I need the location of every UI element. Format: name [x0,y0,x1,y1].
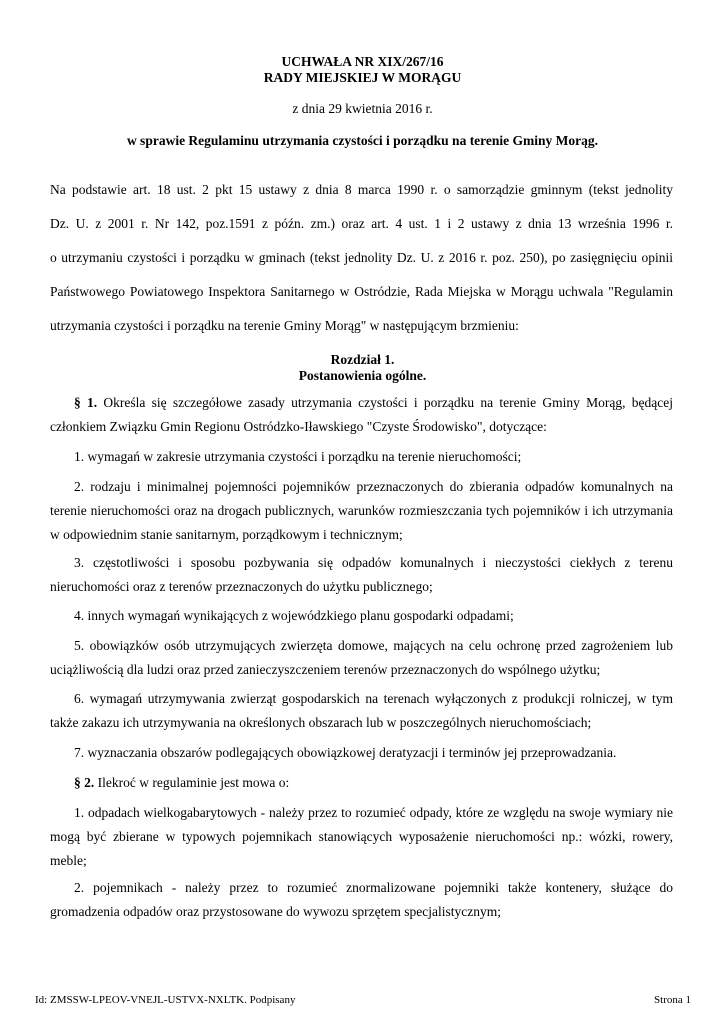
title-line-1: UCHWAŁA NR XIX/267/16 [281,54,444,69]
section-1-intro [50,391,673,439]
preamble [50,173,673,343]
list-item: 5. obowiązków osób utrzymujących zwierzęta domowe, mających na celu ochronę przed zagrożeniem lub uciążliwością dla ludzi oraz przed zanieczyszczeniem terenów przeznaczonych do wspólnego użytku; [50,638,673,677]
section-text: Określa się szczegółowe zasady utrzymania czystości i porządku na terenie Gminy Morąg, będącej członkiem Związku Gmin Regionu Ostródzko-Iławskiego "Czyste Środowisko", dotyczące: [50,395,673,434]
chapter-number: Rozdział 1. [330,352,395,367]
section-mark: § 2. [74,775,95,790]
preamble-line: Państwowego Powiatowego Inspektora Sanitarnego w Ostródzie, Rada Miejska w Morągu uchwala "Regulamin [50,284,673,299]
section-mark: § 1. [74,395,98,410]
chapter-heading [0,352,725,384]
document-id: Id: ZMSSW-LPEOV-VNEJL-USTVX-NXLTK. Podpisany [35,994,296,1006]
page-number: Strona 1 [654,994,691,1006]
preamble-line: Dz. U. z 2001 r. Nr 142, poz.1591 z późn. zm.) oraz art. 4 ust. 1 i 2 ustawy z dnia 13 września 1996 r. [50,216,673,231]
section-text: Ilekroć w regulaminie jest mowa o: [97,775,290,790]
resolution-subject: w sprawie Regulaminu utrzymania czystości i porządku na terenie Gminy Morąg. [126,133,599,148]
list-item: 2. rodzaju i minimalnej pojemności pojemników przeznaczonych do zbierania odpadów komunalnych na terenie nieruchomości oraz na drogach publicznych, warunków rozmieszczania tych pojemników i ich utrzymania w odpowiednim stanie sanitarnym, porządkowym i technicznym; [50,479,673,542]
preamble-line: utrzymania czystości i porządku na terenie Gminy Morąg" w następującym brzmieniu: [50,318,519,333]
title-line-2: RADY MIEJSKIEJ W MORĄGU [263,70,462,85]
list-item: 1. odpadach wielkogabarytowych - należy przez to rozumieć odpady, które ze względu na swoje wymiary nie mogą być zbierane w typowych pojemnikach stanowiących wyposażenie nieruchomości np.: wózki, rowery, meble; [50,805,673,868]
list-item: 4. innych wymagań wynikających z wojewódzkiego planu gospodarki odpadami; [74,608,514,623]
resolution-date: z dnia 29 kwietnia 2016 r. [292,101,433,116]
chapter-title: Postanowienia ogólne. [298,368,427,383]
preamble-line: Na podstawie art. 18 ust. 2 pkt 15 ustawy z dnia 8 marca 1990 r. o samorządzie gminnym (tekst jednolity [50,182,673,197]
list-item: 6. wymagań utrzymywania zwierząt gospodarskich na terenach wyłączonych z produkcji rolniczej, w tym także zakazu ich utrzymywania na określonych obszarach lub w poszczególnych nieruchomościach; [50,691,673,730]
resolution-title [0,54,725,86]
list-item: 7. wyznaczania obszarów podlegających obowiązkowej deratyzacji i terminów jej przeprowadzania. [74,745,617,760]
list-item: 2. pojemnikach - należy przez to rozumieć znormalizowane pojemniki także kontenery, służące do gromadzenia odpadów oraz przystosowane do wywozu sprzętem specjalistycznym; [50,880,673,919]
list-item: 1. wymagań w zakresie utrzymania czystości i porządku na terenie nieruchomości; [74,449,522,464]
list-item: 3. częstotliwości i sposobu pozbywania się odpadów komunalnych i nieczystości ciekłych z terenu nieruchomości oraz z terenów przeznaczonych do użytku publicznego; [50,555,673,594]
section-2-intro [50,771,673,795]
preamble-line: o utrzymaniu czystości i porządku w gminach (tekst jednolity Dz. U. z 2016 r. poz. 250), po zasięgnięciu opinii [50,250,673,265]
